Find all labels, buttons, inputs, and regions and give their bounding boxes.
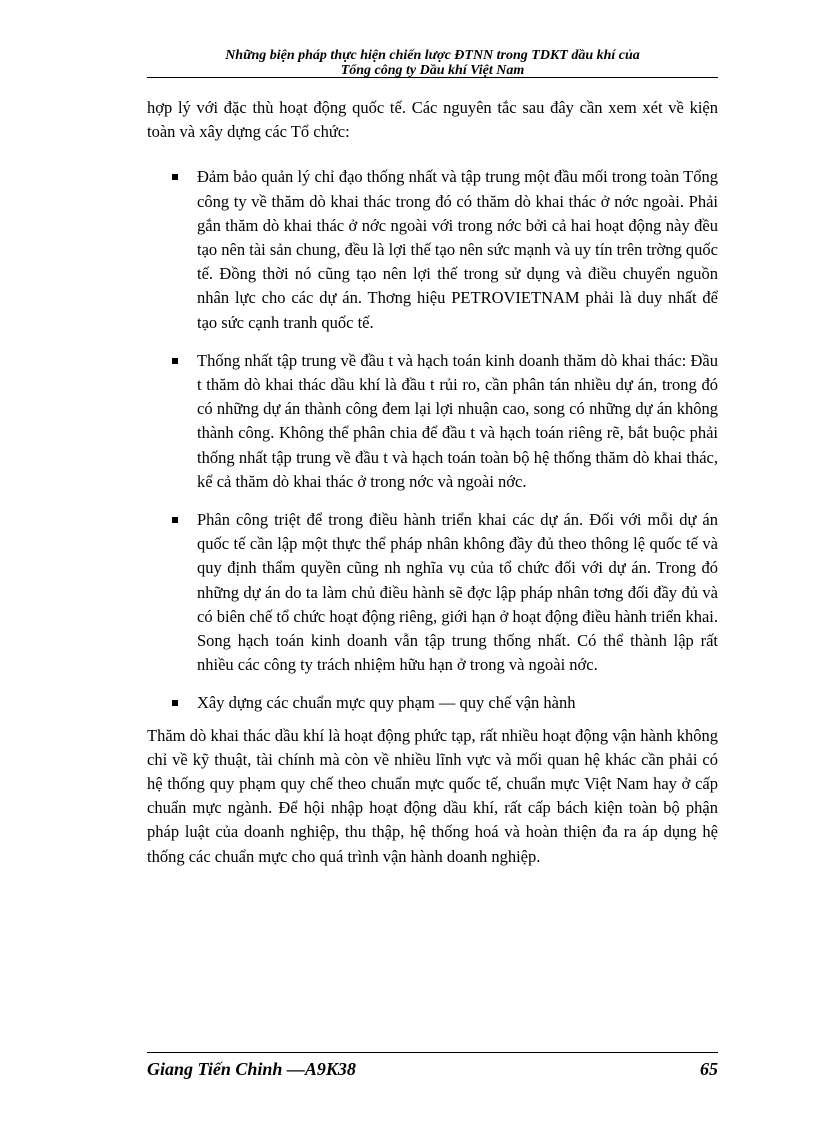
page-footer <box>147 1052 718 1081</box>
page-number: 65 <box>700 1059 718 1079</box>
intro-paragraph: hợp lý với đặc thù hoạt động quốc tế. Các nguyên tắc sau đây cần xem xét về kiện toàn và xây dựng các Tổ chức: <box>147 98 718 142</box>
page-header <box>147 48 718 78</box>
closing-paragraph: Thăm dò khai thác dầu khí là hoạt động phức tạp, rất nhiều hoạt động vận hành không chỉ về kỹ thuật, tài chính mà còn về nhiều lĩnh vực và mối quan hệ khác cần phải có hệ thống quy phạm quy chế theo chuẩn mực quốc tế, chuẩn mực Việt Nam hay ở cấp chuẩn mực ngành. Để hội nhập hoạt động dầu khí, rất cấp bách kiện toàn bộ phận pháp luật của doanh nghiệp, thu thập, hệ thống hoá và hoàn thiện đa ra áp dụng hệ thống các chuẩn mực cho quá trình vận hành doanh nghiệp. <box>147 725 718 866</box>
bullet-text: Thống nhất tập trung về đầu t và hạch toán kinh doanh thăm dò khai thác: Đầu t thăm dò khai thác dầu khí là đầu t rủi ro, cần phân tán nhiều dự án, trong đó có những dự án thành công đem lại lợi nhuận cao, song có những dự án không thành công. Không thể phân chia để đầu t và hạch toán riêng rẽ, bắt buộc phải thống nhất tập trung về đầu t và hạch toán toàn bộ hệ thống thăm dò khai thác, kể cả thăm dò khai thác ở trong nớc và ngoài nớc. <box>197 350 718 491</box>
bullet-list <box>147 165 718 715</box>
footer-rule <box>147 1052 718 1053</box>
bullet-square-icon <box>172 358 178 364</box>
bullet-text: Xây dựng các chuẩn mực quy phạm — quy chế vận hành <box>197 693 576 713</box>
header-rule <box>147 77 718 78</box>
bullet-text: Đảm bảo quản lý chỉ đạo thống nhất và tập trung một đầu mối trong toàn Tổng công ty về thăm dò khai thác trong đó có thăm dò khai thác ở nớc ngoài. Phải gắn thăm dò khai thác ở nớc ngoài với trong nớc bởi cả hai hoạt động này đều tạo nên tài sản chung, đều là lợi thế tạo nên sức mạnh và uy tín trên trờng quốc tế. Đồng thời nó cũng tạo nên lợi thế trong sử dụng và điều chuyển nguồn nhân lực cho các dự án. Thơng hiệu PETROVIETNAM phải là duy nhất để tạo sức cạnh tranh quốc tế. <box>197 167 718 332</box>
bullet-square-icon <box>172 700 178 706</box>
page-body <box>147 96 718 869</box>
bullet-item <box>147 349 718 494</box>
header-title-line-2: Tổng công ty Dầu khí Việt Nam <box>340 63 525 78</box>
bullet-square-icon <box>172 174 178 180</box>
bullet-item <box>147 165 718 334</box>
header-title-line-1: Những biện pháp thực hiện chiến lược ĐTNN trong TDKT dầu khí của <box>225 48 640 63</box>
footer-author: Giang Tiến Chinh —A9K38 <box>147 1059 356 1079</box>
bullet-square-icon <box>172 517 178 523</box>
bullet-text: Phân công triệt để trong điều hành triển khai các dự án. Đối với mỗi dự án quốc tế cần lập một thực thể pháp nhân không đầy đủ theo thông lệ quốc tế và quy định thẩm quyền cũng nh nghĩa vụ của tổ chức đối với dự án. Trong đó những dự án do ta làm chủ điều hành sẽ đợc lập pháp nhân tơng đối đầy đủ và có biên chế tổ chức hoạt động riêng, giới hạn ở hoạt động điều hành triển khai. Song hạch toán kinh doanh vẫn tập trung thống nhất. Có thể thành lập rất nhiều các công ty trách nhiệm hữu hạn ở trong và ngoài nớc. <box>197 510 718 675</box>
bullet-item <box>147 508 718 677</box>
bullet-item <box>147 691 718 715</box>
